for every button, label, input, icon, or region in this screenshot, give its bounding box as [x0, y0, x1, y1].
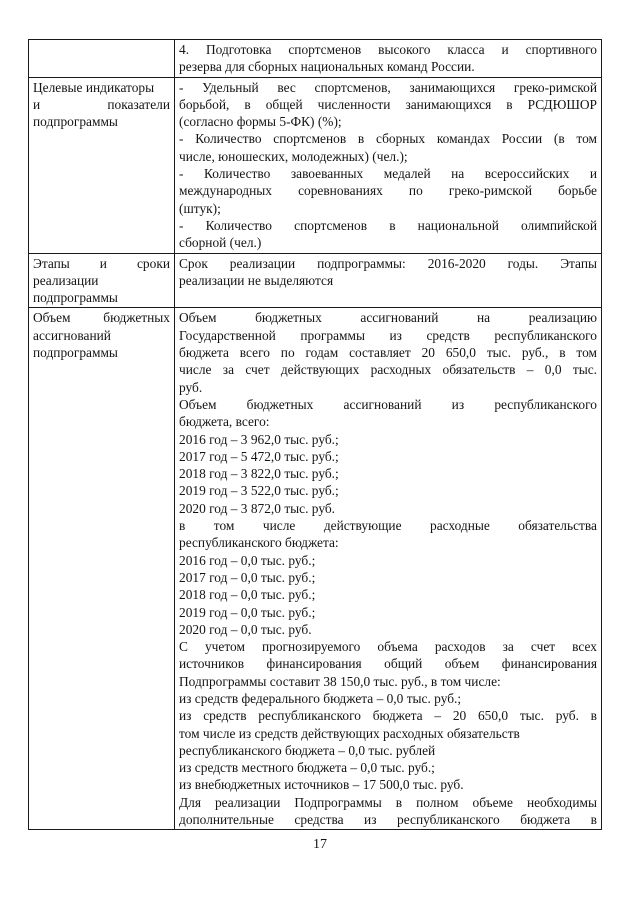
- row2-label-cell: [29, 77, 175, 253]
- row4-line: С учетом прогнозируемого объема расходов за счет всех: [179, 639, 597, 655]
- row4-line: том числе из средств действующих расходных обязательств: [179, 725, 520, 741]
- row2-line: международных соревнованиях по греко-римской борьбе: [179, 183, 597, 199]
- row4-line: 2018 год – 0,0 тыс. руб.;: [179, 587, 316, 603]
- row4-line: источников финансирования общий объем финансирования: [179, 656, 597, 672]
- row2-line: - Удельный вес спортсменов, занимающихся греко-римской: [179, 79, 597, 95]
- row4-line: 2016 год – 3 962,0 тыс. руб.;: [179, 431, 339, 447]
- row4-line: из средств республиканского бюджета – 20 650,0 тыс. руб. в: [179, 708, 597, 724]
- row4-label-line: Объем бюджетных: [33, 310, 170, 326]
- table-row: [29, 77, 602, 253]
- row4-line: бюджета всего по годам составляет 20 650,0 тыс. руб., в том: [179, 345, 597, 361]
- row4-line: республиканского бюджета – 0,0 тыс. рублей: [179, 742, 436, 758]
- row3-line: реализации не выделяются: [179, 272, 334, 288]
- row2-line: борьбой, в общей численности занимающихся в РСДЮШОР: [179, 96, 597, 112]
- row4-line: 2017 год – 0,0 тыс. руб.;: [179, 569, 316, 585]
- row4-line: республиканского бюджета:: [179, 535, 339, 551]
- row4-line: бюджета, всего:: [179, 414, 270, 430]
- row4-line: Объем бюджетных ассигнований из республиканского: [179, 396, 597, 412]
- row4-line: 2020 год – 3 872,0 тыс. руб.: [179, 500, 336, 516]
- row2-line: - Количество завоеванных медалей на всероссийских и: [179, 166, 597, 182]
- row3-label-cell: [29, 253, 175, 308]
- row4-line: Государственной программы из средств республиканского: [179, 327, 597, 343]
- row3-line: Срок реализации подпрограммы: 2016-2020 годы. Этапы: [179, 255, 597, 271]
- table-row: [29, 308, 602, 830]
- row4-line: руб.: [179, 379, 203, 395]
- page-number: 17: [313, 837, 327, 852]
- row1-line: резерва для сборных национальных команд России.: [179, 59, 475, 75]
- row4-line: Объем бюджетных ассигнований на реализацию: [179, 310, 597, 326]
- row4-line: из средств местного бюджета – 0,0 тыс. руб.;: [179, 760, 435, 776]
- table-row: [29, 253, 602, 308]
- row2-label-line: подпрограммы: [33, 114, 118, 130]
- row2-line: - Количество спортсменов в сборных командах России (в том: [179, 131, 597, 147]
- row4-line: числе за счет действующих расходных обязательств – 0,0 тыс.: [179, 362, 597, 378]
- passport-table: [28, 39, 602, 830]
- row4-content-cell: [175, 308, 602, 830]
- row4-line: в том числе действующие расходные обязательства: [179, 518, 597, 534]
- row4-line: из внебюджетных источников – 17 500,0 тыс. руб.: [179, 777, 464, 793]
- row2-line: числе, юношеских, молодежных) (чел.);: [179, 148, 408, 164]
- row4-line: 2017 год – 5 472,0 тыс. руб.;: [179, 448, 339, 464]
- row2-label-line: Целевые индикаторы: [33, 79, 155, 95]
- row4-line: 2019 год – 0,0 тыс. руб.;: [179, 604, 316, 620]
- row4-label-line: ассигнований: [33, 327, 111, 343]
- row2-label-line: и показатели: [33, 96, 170, 112]
- row3-label-line: реализации: [33, 272, 99, 288]
- row3-content-cell: [175, 253, 602, 308]
- table-row: [29, 40, 602, 78]
- row2-line: - Количество спортсменов в национальной олимпийской: [179, 217, 597, 233]
- row4-line: дополнительные средства из республиканского бюджета в: [179, 812, 597, 828]
- row4-line: 2016 год – 0,0 тыс. руб.;: [179, 552, 316, 568]
- row4-line: Подпрограммы составит 38 150,0 тыс. руб., в том числе:: [179, 673, 501, 689]
- row2-line: (штук);: [179, 200, 221, 216]
- row3-label-line: Этапы и сроки: [33, 255, 170, 271]
- row1-label-cell: [29, 40, 175, 78]
- row2-line: сборной (чел.): [179, 235, 262, 251]
- row1-line: 4. Подготовка спортсменов высокого класса и спортивного: [179, 42, 597, 57]
- row4-line: 2019 год – 3 522,0 тыс. руб.;: [179, 483, 339, 499]
- row3-label-line: подпрограммы: [33, 290, 118, 306]
- row4-label-cell: [29, 308, 175, 830]
- row4-line: 2020 год – 0,0 тыс. руб.: [179, 621, 312, 637]
- row4-line: 2018 год – 3 822,0 тыс. руб.;: [179, 466, 339, 482]
- row1-content-cell: [175, 40, 602, 78]
- row4-label-line: подпрограммы: [33, 345, 118, 361]
- row2-line: (согласно формы 5-ФК) (%);: [179, 114, 342, 130]
- row4-line: Для реализации Подпрограммы в полном объеме необходимы: [179, 794, 597, 810]
- row2-content-cell: [175, 77, 602, 253]
- row4-line: из средств федерального бюджета – 0,0 тыс. руб.;: [179, 690, 462, 706]
